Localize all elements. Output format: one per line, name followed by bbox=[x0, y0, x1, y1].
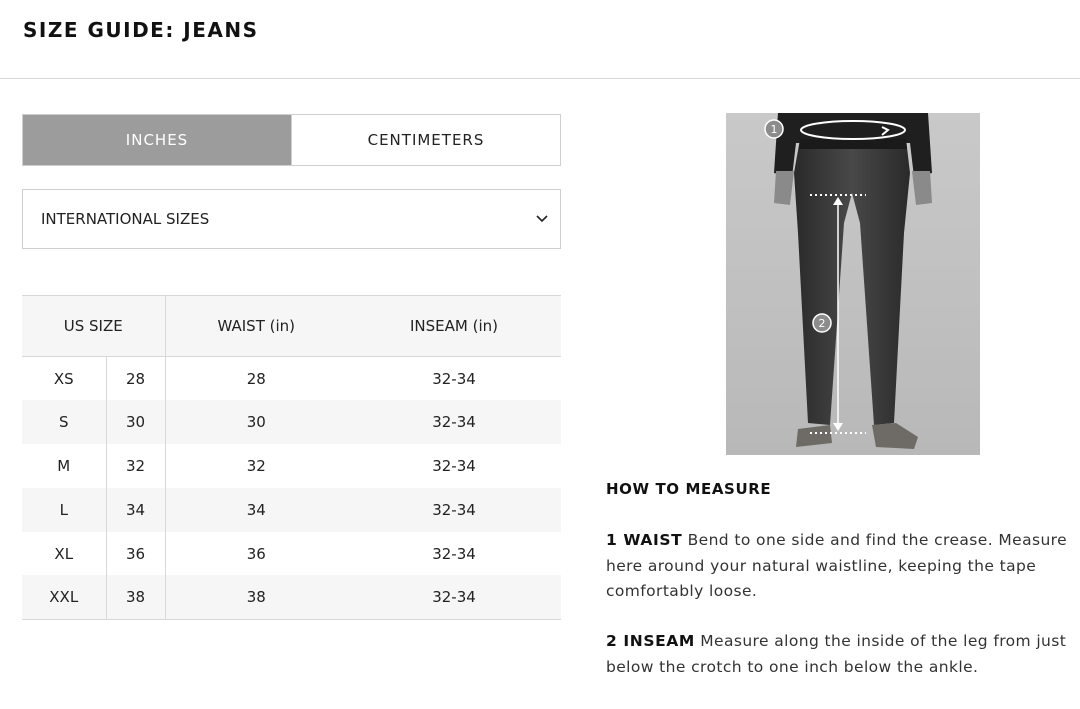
waist-cell: 38 bbox=[165, 575, 347, 619]
size-cell: XS bbox=[53, 369, 74, 388]
inseam-cell: 32-34 bbox=[432, 369, 476, 388]
marker-1-label: 1 bbox=[770, 123, 778, 136]
inches-tab[interactable]: INCHES bbox=[23, 115, 291, 165]
inseam-instruction bbox=[606, 629, 1076, 680]
size-cell: L bbox=[59, 500, 68, 519]
unit-toggle bbox=[22, 114, 561, 166]
waist-instruction bbox=[606, 528, 1076, 605]
table-row bbox=[22, 532, 561, 576]
waist-cell: 32 bbox=[165, 444, 347, 488]
size-cell: M bbox=[57, 456, 71, 475]
table-header-row bbox=[22, 296, 561, 357]
table-row bbox=[22, 444, 561, 488]
us-size-cell: 38 bbox=[106, 575, 165, 619]
us-size-cell: 30 bbox=[106, 400, 165, 444]
size-cell: XL bbox=[54, 544, 74, 563]
size-system-select[interactable] bbox=[22, 189, 561, 249]
waist-cell: 34 bbox=[165, 488, 347, 532]
size-cell: S bbox=[58, 413, 69, 432]
table-row bbox=[22, 357, 561, 401]
size-table bbox=[22, 295, 561, 620]
inseam-cell: 32-34 bbox=[432, 413, 476, 432]
table-row bbox=[22, 400, 561, 444]
size-system-value: INTERNATIONAL SIZES bbox=[41, 210, 210, 228]
header-inseam: INSEAM (in) bbox=[410, 317, 498, 335]
header-waist: WAIST (in) bbox=[165, 296, 347, 357]
marker-2-label: 2 bbox=[818, 317, 826, 330]
inseam-text: Measure along the inside of the leg from just below the crotch to one inch below the ankle. bbox=[606, 632, 1067, 676]
us-size-cell: 36 bbox=[106, 532, 165, 576]
inseam-cell: 32-34 bbox=[432, 588, 476, 607]
how-to-measure-title: HOW TO MEASURE bbox=[606, 480, 772, 498]
waist-cell: 36 bbox=[165, 532, 347, 576]
waist-text: Bend to one side and find the crease. Measure here around your natural waistline, keeping the tape comfortably loose. bbox=[606, 531, 1068, 600]
header-us-size: US SIZE bbox=[63, 317, 123, 335]
size-cell: XXL bbox=[49, 588, 79, 607]
table-row bbox=[22, 488, 561, 532]
us-size-cell: 28 bbox=[106, 357, 165, 401]
jeans-measurement-diagram bbox=[726, 113, 980, 455]
waist-cell: 30 bbox=[165, 400, 347, 444]
us-size-cell: 32 bbox=[106, 444, 165, 488]
page-title: SIZE GUIDE: JEANS bbox=[23, 18, 259, 42]
chevron-down-icon bbox=[534, 211, 550, 227]
waist-cell: 28 bbox=[165, 357, 347, 401]
waist-label: 1 WAIST bbox=[606, 531, 683, 549]
us-size-cell: 34 bbox=[106, 488, 165, 532]
inseam-cell: 32-34 bbox=[432, 544, 476, 563]
waistband-shape bbox=[799, 139, 907, 149]
inseam-cell: 32-34 bbox=[432, 456, 476, 475]
inseam-cell: 32-34 bbox=[432, 500, 476, 519]
table-row bbox=[22, 575, 561, 619]
inseam-label: 2 INSEAM bbox=[606, 632, 695, 650]
page-header bbox=[0, 0, 1080, 79]
centimeters-tab[interactable]: CENTIMETERS bbox=[291, 115, 560, 165]
